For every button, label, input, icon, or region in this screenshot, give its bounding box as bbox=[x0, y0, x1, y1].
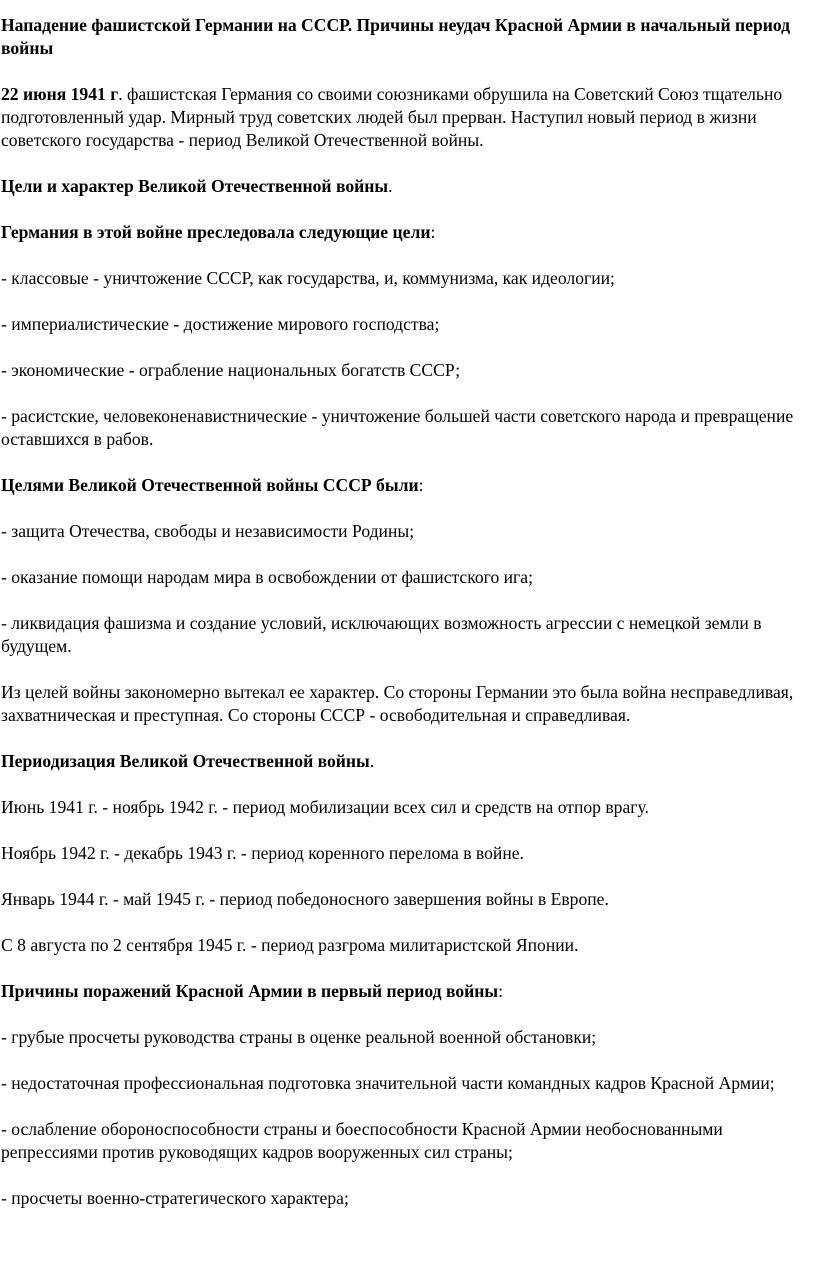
germany-goals-heading-suffix: : bbox=[430, 222, 436, 242]
list-item: - империалистические - достижение мирового господства; bbox=[1, 314, 440, 334]
periodization-heading bbox=[1, 750, 809, 773]
ussr-goals-heading-text: Целями Великой Отечественной войны СССР были bbox=[1, 475, 419, 495]
list-item: - грубые просчеты руководства страны в оценке реальной военной обстановки; bbox=[1, 1027, 597, 1047]
page-title: Нападение фашистской Германии на СССР. Причины неудач Красной Армии в начальный период войны bbox=[1, 15, 791, 58]
list-item: - классовые - уничтожение СССР, как государства, и, коммунизма, как идеологии; bbox=[1, 268, 615, 288]
periodization-heading-text: Периодизация Великой Отечественной войны bbox=[1, 751, 370, 771]
intro-text: . фашистская Германия со своими союзниками обрушила на Советский Союз тщательно подготовленный удар. Мирный труд советских людей был прерван. Наступил новый период в жизни советского государства - период Великой Отечественной войны. bbox=[1, 84, 783, 150]
period-item: Ноябрь 1942 г. - декабрь 1943 г. - период коренного перелома в войне. bbox=[1, 843, 524, 863]
list-item: - ослабление обороноспособности страны и боеспособности Красной Армии необоснованными репрессиями против руководящих кадров вооруженных сил страны; bbox=[1, 1119, 723, 1162]
defeat-reasons-heading-suffix: : bbox=[498, 981, 504, 1001]
section-heading-goals-character bbox=[1, 175, 809, 198]
list-item: - просчеты военно-стратегического характера; bbox=[1, 1188, 349, 1208]
germany-goals-heading bbox=[1, 221, 809, 244]
list-item: - недостаточная профессиональная подготовка значительной части командных кадров Красной Армии; bbox=[1, 1073, 775, 1093]
list-item: - ликвидация фашизма и создание условий, исключающих возможность агрессии с немецкой земли в будущем. bbox=[1, 613, 762, 656]
periodization-heading-suffix: . bbox=[369, 751, 375, 771]
period-item: Январь 1944 г. - май 1945 г. - период победоносного завершения войны в Европе. bbox=[1, 889, 609, 909]
list-item: - оказание помощи народам мира в освобождении от фашистского ига; bbox=[1, 567, 533, 587]
defeat-reasons-heading bbox=[1, 980, 809, 1003]
germany-goals-heading-text: Германия в этой войне преследовала следующие цели bbox=[1, 222, 431, 242]
list-item: - защита Отечества, свободы и независимости Родины; bbox=[1, 521, 415, 541]
period-item: С 8 августа по 2 сентября 1945 г. - период разгрома милитаристской Японии. bbox=[1, 935, 579, 955]
ussr-goals-heading bbox=[1, 474, 809, 497]
list-item: - экономические - ограбление национальных богатств СССР; bbox=[1, 360, 461, 380]
list-item: - расистские, человеконенавистнические - уничтожение большей части советского народа и превращение оставшихся в рабов. bbox=[1, 406, 794, 449]
period-item: Июнь 1941 г. - ноябрь 1942 г. - период мобилизации всех сил и средств на отпор врагу. bbox=[1, 797, 649, 817]
character-paragraph: Из целей войны закономерно вытекал ее характер. Со стороны Германии это была война несправедливая, захватническая и преступная. Со стороны СССР - освободительная и справедливая. bbox=[1, 682, 794, 725]
intro-paragraph bbox=[1, 83, 809, 152]
intro-date: 22 июня 1941 г bbox=[1, 84, 119, 104]
section-heading-suffix: . bbox=[388, 176, 393, 196]
ussr-goals-heading-suffix: : bbox=[418, 475, 424, 495]
defeat-reasons-heading-text: Причины поражений Красной Армии в первый период войны bbox=[1, 981, 499, 1001]
section-heading-text: Цели и характер Великой Отечественной войны bbox=[1, 176, 389, 196]
